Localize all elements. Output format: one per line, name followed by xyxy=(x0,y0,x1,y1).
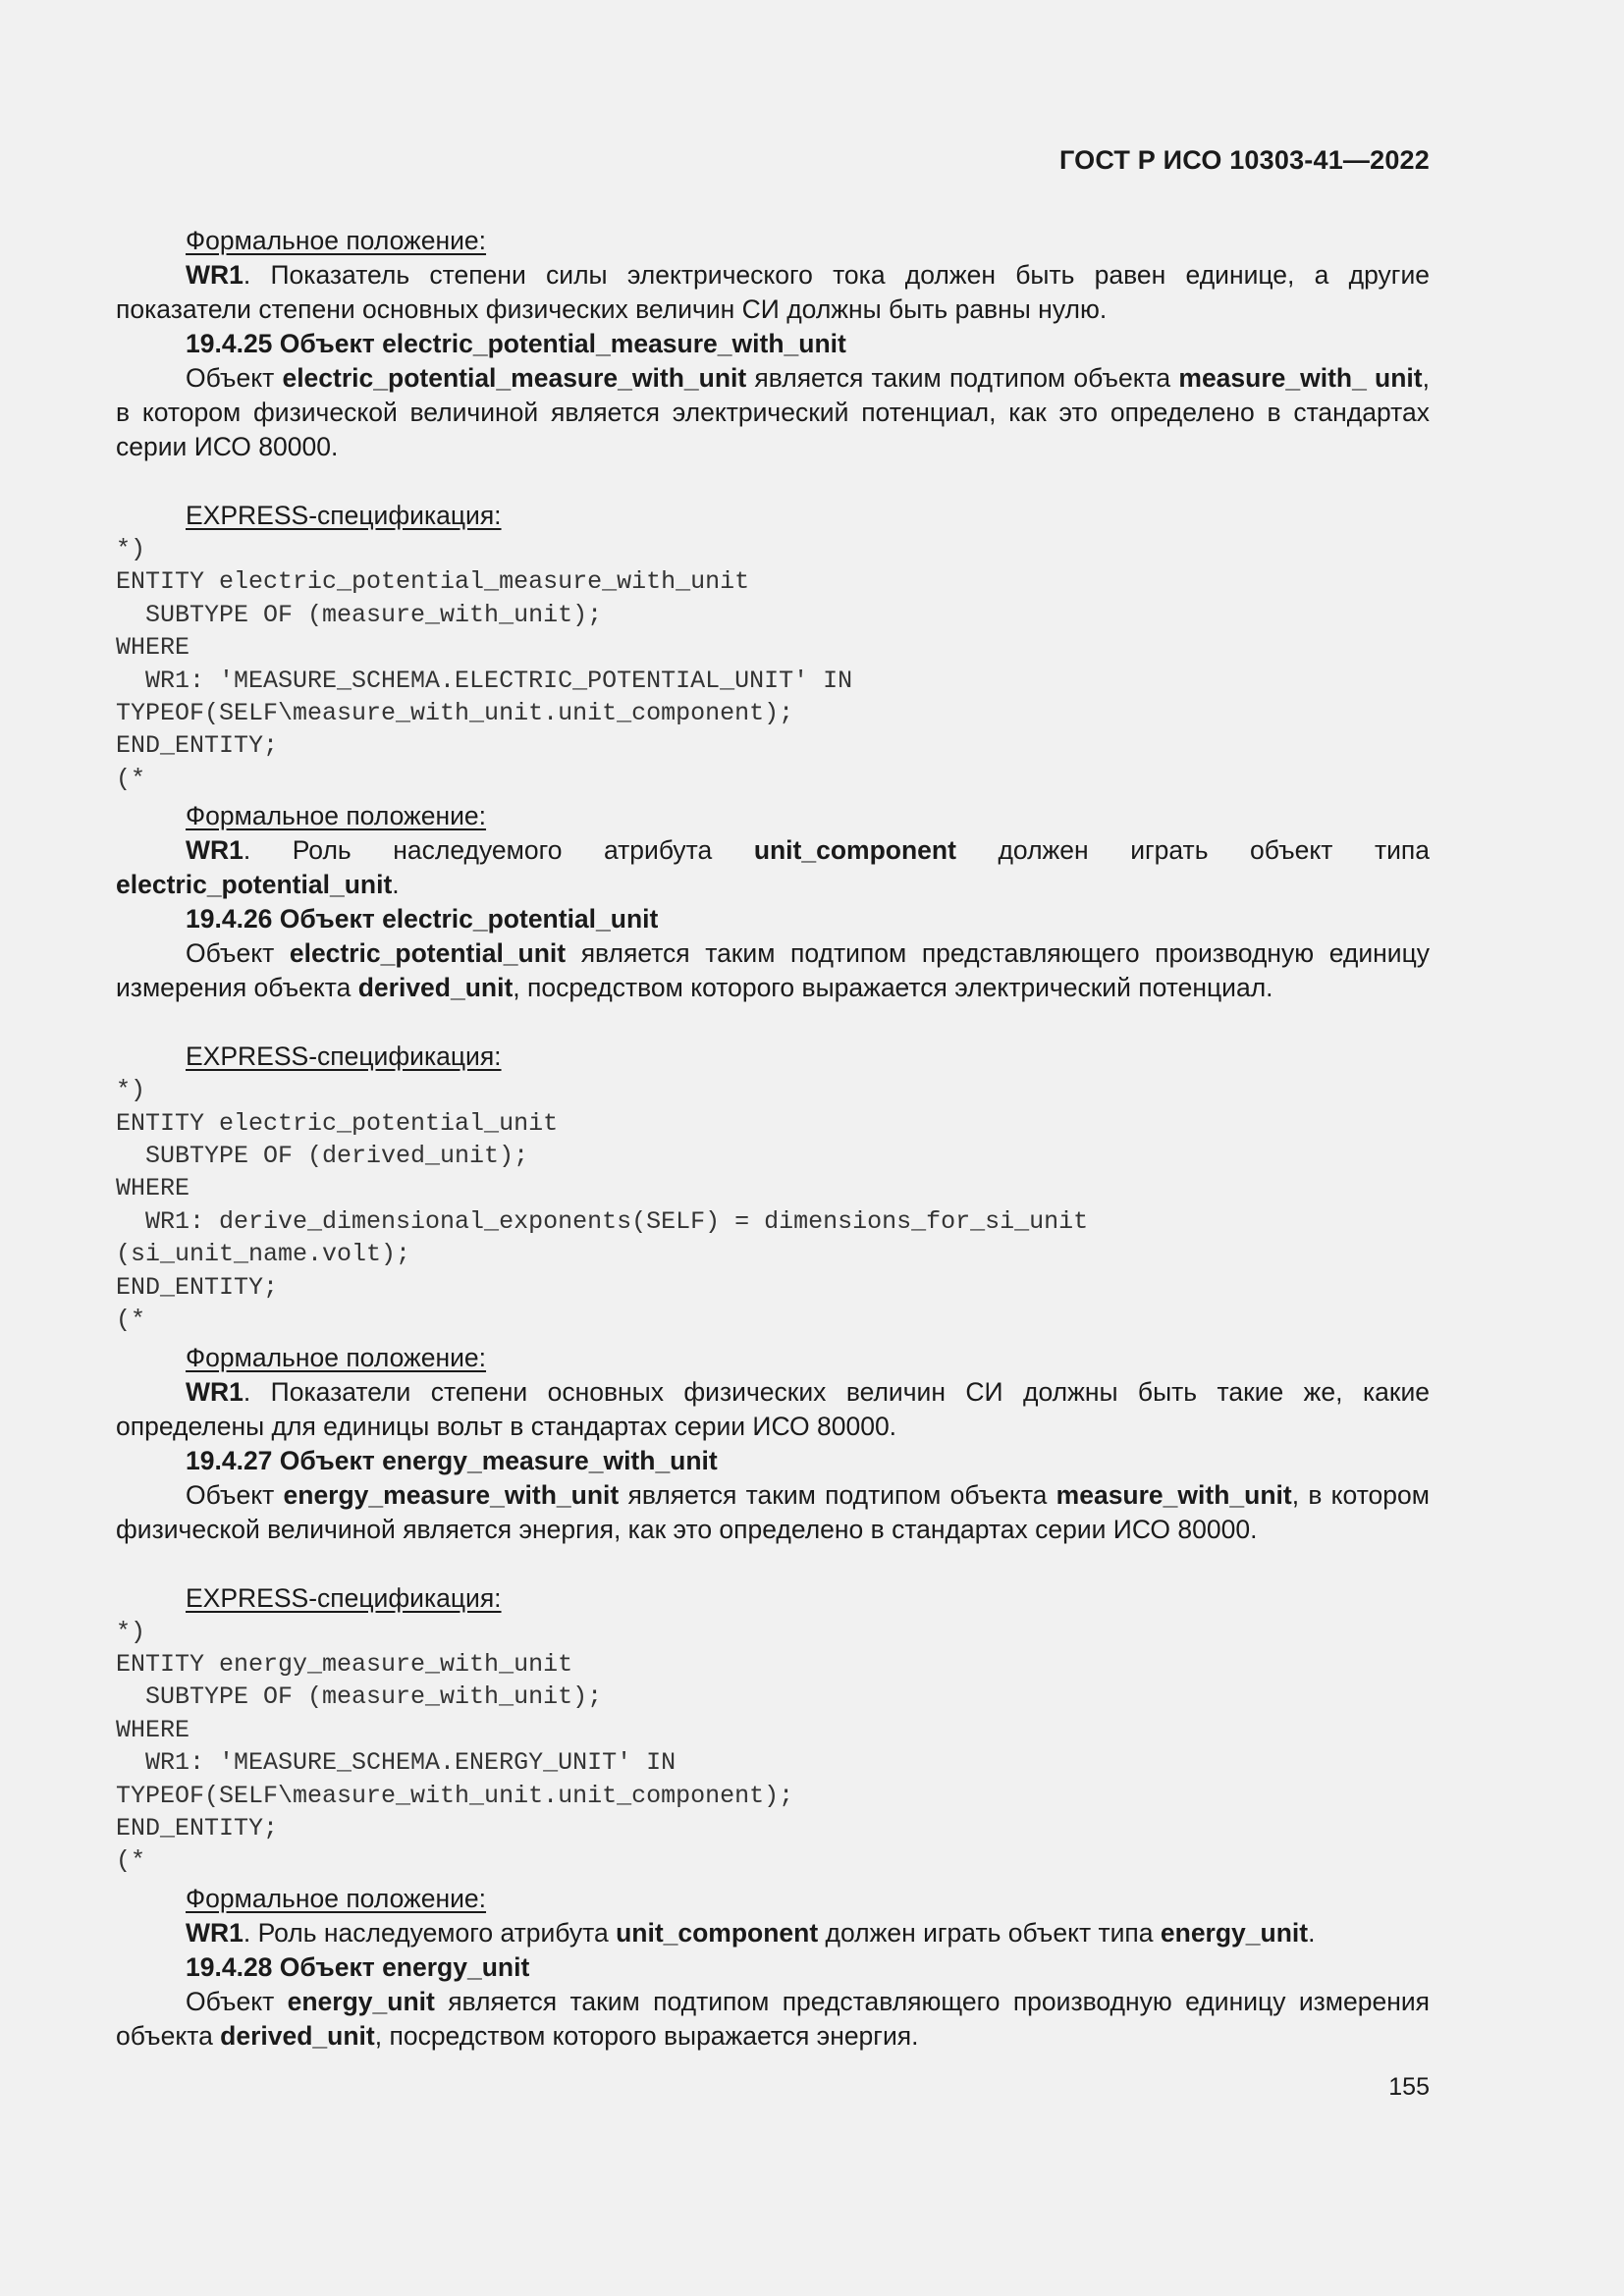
section-description: Объект electric_potential_measure_with_unit является таким подтипом объекта measure_with_ unit, в котором физической величиной является электрический потенциал, как это определено в стандартах серии ИСО 80000. xyxy=(116,363,1430,461)
section-heading: 19.4.27 Объект energy_measure_with_unit xyxy=(186,1445,718,1475)
express-code: *) ENTITY energy_measure_with_unit SUBTYPE OF (measure_with_unit); WHERE WR1: 'MEASURE_SCHEMA.ENERGY_UNIT' IN TYPEOF(SELF\measure_with_unit.unit_component); END_ENTITY; (* xyxy=(116,1617,794,1876)
formal-statement: WR1. Показатели степени основных физических величин СИ должны быть такие же, какие определены для единицы вольт в стандартах серии ИСО 80000. xyxy=(116,1376,1430,1441)
section-description: Объект energy_unit является таким подтипом представляющего производную единицу измерения объекта derived_unit, посредством которого выражается энергия. xyxy=(116,1986,1430,2051)
express-label: EXPRESS-спецификация: xyxy=(186,1582,502,1613)
section-heading: 19.4.25 Объект electric_potential_measure_with_unit xyxy=(186,329,846,358)
express-code: *) ENTITY electric_potential_unit SUBTYPE OF (derived_unit); WHERE WR1: derive_dimensional_exponents(SELF) = dimensions_for_si_unit (si_unit_name.volt); END_ENTITY; (* xyxy=(116,1076,1089,1335)
formal-label: Формальное положение: xyxy=(186,1883,487,1913)
formal-label: Формальное положение: xyxy=(186,226,487,255)
formal-label: Формальное положение: xyxy=(186,1342,487,1372)
express-code: *) ENTITY electric_potential_measure_with_unit SUBTYPE OF (measure_with_unit); WHERE WR1: 'MEASURE_SCHEMA.ELECTRIC_POTENTIAL_UNIT' IN TYPEOF(SELF\measure_with_unit.unit_component); END_ENTITY; (* xyxy=(116,535,853,793)
page-number: 155 xyxy=(1388,2073,1430,2101)
express-label: EXPRESS-спецификация: xyxy=(186,1041,502,1072)
formal-statement: WR1. Роль наследуемого атрибута unit_component должен играть объект типа electric_potential_unit. xyxy=(116,835,1430,900)
formal-label: Формальное положение: xyxy=(186,801,487,831)
formal-statement: WR1. Показатель степени силы электрического тока должен быть равен единице, а другие показатели степени основных физических величин СИ должны быть равны нулю. xyxy=(116,260,1430,324)
section-heading: 19.4.28 Объект energy_unit xyxy=(186,1951,530,1982)
section-description: Объект electric_potential_unit является таким подтипом представляющего производную единицу измерения объекта derived_unit, посредством которого выражается электрический потенциал. xyxy=(116,938,1430,1003)
formal-statement: WR1. Роль наследуемого атрибута unit_component должен играть объект типа energy_unit. xyxy=(186,1917,1316,1948)
document-id: ГОСТ Р ИСО 10303-41—2022 xyxy=(1059,145,1430,175)
section-description: Объект energy_measure_with_unit является таким подтипом объекта measure_with_unit, в котором физической величиной является энергия, как это определено в стандартах серии ИСО 80000. xyxy=(116,1479,1430,1544)
express-label: EXPRESS-спецификация: xyxy=(186,501,502,530)
section-heading: 19.4.26 Объект electric_potential_unit xyxy=(186,904,659,934)
page-content xyxy=(116,224,1430,2054)
